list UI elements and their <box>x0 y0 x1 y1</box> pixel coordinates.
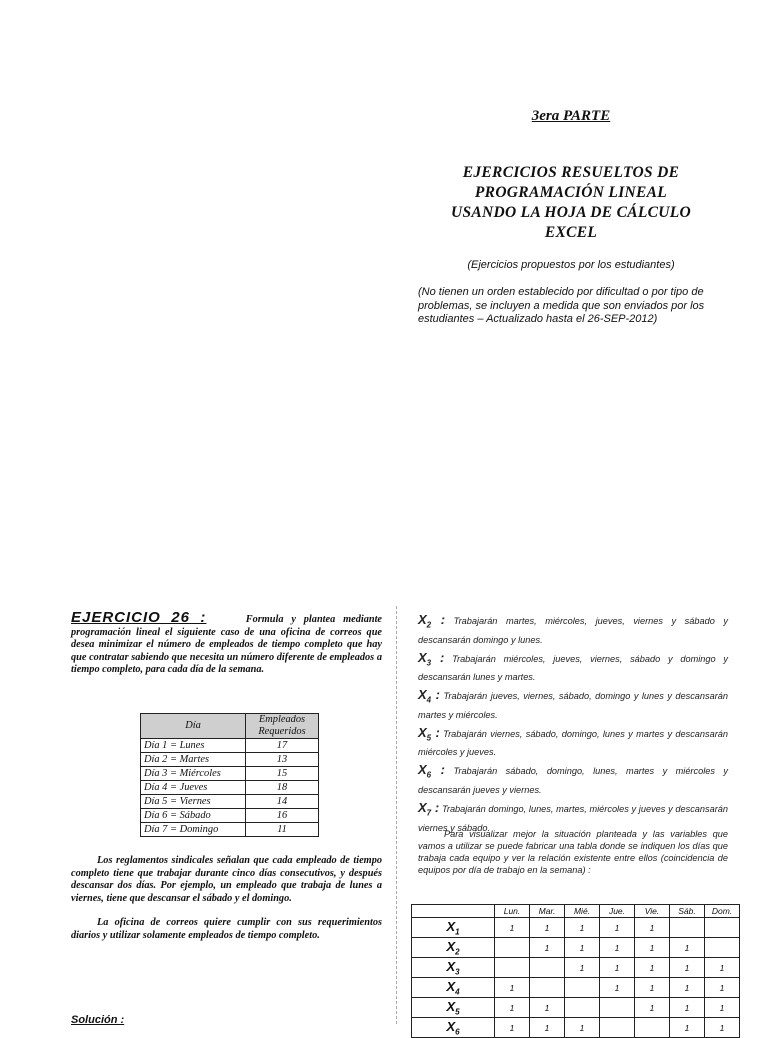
day-header: Mar. <box>530 905 565 918</box>
row-variable-label: $X_6$ <box>412 1018 495 1038</box>
schedule-cell <box>600 1018 635 1038</box>
day-header: Lun. <box>495 905 530 918</box>
day-cell: Día 3 = Miércoles <box>141 767 246 781</box>
schedule-cell: 1 <box>600 978 635 998</box>
part-title: 3era PARTE <box>531 108 611 124</box>
schedule-cell: 1 <box>635 958 670 978</box>
grid-corner <box>412 905 495 918</box>
table-row <box>141 795 319 809</box>
schedule-cell: 1 <box>600 918 635 938</box>
schedule-cell: 1 <box>495 998 530 1018</box>
table-row <box>141 739 319 753</box>
row-variable-label: $X_5$ <box>412 998 495 1018</box>
schedule-cell <box>635 1018 670 1038</box>
title-line: EXCEL <box>544 224 598 241</box>
variable-label: $X_3$ : <box>418 649 445 668</box>
day-header: Vie. <box>635 905 670 918</box>
required-column-header <box>246 714 319 739</box>
exercise-rules <box>71 855 382 943</box>
day-cell: Día 7 = Domingo <box>141 823 246 837</box>
exercise-intro-text: Formula y plantea mediante programación lineal el siguiente caso de una oficina de correos que desea minimizar el número de empleados de tiempo completo que hay que contratar sabiendo que necesita un número diferente de empleados a tiempo completo, para cada día de la semana. <box>71 614 383 676</box>
required-header-line: Empleados <box>258 714 306 725</box>
table-row <box>412 978 740 998</box>
variable-label: $X_5$ : <box>418 724 440 743</box>
schedule-cell: 1 <box>530 938 565 958</box>
exercise-intro <box>71 609 383 677</box>
schedule-cell <box>495 958 530 978</box>
variable-description: Trabajarán miércoles, jueves, viernes, sábado y domingo y descansarán lunes y martes. <box>418 653 728 683</box>
schedule-cell: 1 <box>565 958 600 978</box>
schedule-cell: 1 <box>670 938 705 958</box>
variable-label: $X_2$ : <box>418 612 446 630</box>
list-item <box>418 650 728 686</box>
schedule-cell: 1 <box>600 958 635 978</box>
value-cell: 16 <box>246 809 319 823</box>
table-row <box>141 809 319 823</box>
union-rules-paragraph: Los reglamentos sindicales señalan que cada empleado de tiempo completo tiene que trabajar durante cinco días consecutivos, y después descansar dos días. Por ejemplo, un empleado que trabaja de lunes a viernes, tiene que descansar el sábado y el domingo. <box>71 855 382 904</box>
day-cell: Día 2 = Martes <box>141 753 246 767</box>
schedule-cell: 1 <box>530 918 565 938</box>
schedule-cell: 1 <box>670 998 705 1018</box>
variable-label: $X_7$ : <box>418 799 440 818</box>
schedule-cell <box>530 958 565 978</box>
document-title <box>418 163 724 243</box>
variable-label: $X_6$ : <box>418 762 445 780</box>
update-note: (No tienen un orden establecido por dificultad o por tipo de problemas, se incluyen a medida que son enviados por los estudiantes – Actualizado hasta el 26-SEP-2012) <box>418 286 705 325</box>
day-header: Dom. <box>705 905 740 918</box>
visualization-text: Para visualizar mejor la situación planteada y las variables que vamos a utilizar se puede fabricar una tabla donde se indiquen los días que trabaja cada equipo y ver la relación existente entre ellos (coincidencia de equipos por día de trabajo en la semana) : <box>418 829 728 875</box>
title-line: PROGRAMACIÓN LINEAL <box>474 184 668 201</box>
schedule-cell: 1 <box>530 998 565 1018</box>
schedule-cell: 1 <box>705 958 740 978</box>
schedule-cell <box>565 998 600 1018</box>
day-header: Sáb. <box>670 905 705 918</box>
schedule-cell <box>670 918 705 938</box>
schedule-cell: 1 <box>705 978 740 998</box>
required-header-line: Requeridos <box>258 726 306 737</box>
day-cell: Día 6 = Sábado <box>141 809 246 823</box>
schedule-cell: 1 <box>705 998 740 1018</box>
schedule-grid <box>411 904 740 1038</box>
schedule-cell <box>495 938 530 958</box>
day-cell: Día 1 = Lunes <box>141 739 246 753</box>
schedule-cell: 1 <box>670 978 705 998</box>
value-cell: 15 <box>246 767 319 781</box>
column-divider <box>396 606 397 1024</box>
proposed-subtitle: (Ejercicios propuestos por los estudiantes) <box>467 259 675 271</box>
requirements-table <box>140 713 319 837</box>
schedule-cell <box>565 978 600 998</box>
row-variable-label: $X_3$ <box>412 958 495 978</box>
requirements-header-row <box>141 714 319 739</box>
list-item <box>418 725 728 761</box>
schedule-cell: 1 <box>495 1018 530 1038</box>
day-cell: Día 5 = Viernes <box>141 795 246 809</box>
variable-description: Trabajarán sábado, domingo, lunes, martes y miércoles y descansarán jueves y viernes. <box>418 766 728 795</box>
table-row <box>412 958 740 978</box>
visualization-paragraph <box>418 828 728 876</box>
value-cell: 13 <box>246 753 319 767</box>
day-header: Jue. <box>600 905 635 918</box>
variable-description: Trabajarán jueves, viernes, sábado, domingo y lunes y descansarán martes y miércoles. <box>418 691 728 720</box>
day-column-header: Día <box>141 714 246 739</box>
schedule-cell <box>705 918 740 938</box>
table-row <box>412 998 740 1018</box>
list-item <box>418 687 728 723</box>
schedule-cell: 1 <box>565 918 600 938</box>
list-item <box>418 762 728 798</box>
schedule-cell: 1 <box>565 1018 600 1038</box>
variable-description: Trabajarán martes, miércoles, jueves, viernes y sábado y descansarán domingo y lunes. <box>418 616 728 645</box>
schedule-cell: 1 <box>600 938 635 958</box>
list-item <box>418 612 728 648</box>
table-row <box>141 823 319 837</box>
table-row <box>141 753 319 767</box>
solution-label: Solución : <box>71 1014 125 1026</box>
row-variable-label: $X_4$ <box>412 978 495 998</box>
schedule-cell: 1 <box>670 958 705 978</box>
value-cell: 18 <box>246 781 319 795</box>
value-cell: 17 <box>246 739 319 753</box>
schedule-cell <box>705 938 740 958</box>
exercise-left-column <box>71 609 383 677</box>
schedule-cell: 1 <box>530 1018 565 1038</box>
row-variable-label: $X_1$ <box>412 918 495 938</box>
schedule-header-row <box>412 905 740 918</box>
schedule-cell: 1 <box>635 938 670 958</box>
table-row <box>141 767 319 781</box>
exercise-heading: EJERCICIO 26 : <box>71 609 207 626</box>
variable-label: $X_4$ : <box>418 687 440 705</box>
table-row <box>412 1018 740 1038</box>
title-line: EJERCICIOS RESUELTOS DE <box>462 164 680 181</box>
schedule-cell: 1 <box>495 978 530 998</box>
schedule-cell <box>600 998 635 1018</box>
schedule-cell: 1 <box>495 918 530 938</box>
schedule-cell <box>530 978 565 998</box>
schedule-cell: 1 <box>705 1018 740 1038</box>
value-cell: 11 <box>246 823 319 837</box>
schedule-cell: 1 <box>635 998 670 1018</box>
variable-description: Trabajarán domingo, lunes, martes, miércoles y jueves y descansarán viernes y sábado. <box>418 803 728 833</box>
schedule-cell: 1 <box>635 978 670 998</box>
variable-description: Trabajarán viernes, sábado, domingo, lunes y martes y descansarán miércoles y jueves. <box>418 728 728 758</box>
schedule-cell: 1 <box>635 918 670 938</box>
requirements-paragraph: La oficina de correos quiere cumplir con sus requerimientos diarios y utilizar solamente empleados de tiempo completo. <box>71 917 382 941</box>
title-line: USANDO LA HOJA DE CÁLCULO <box>450 204 692 221</box>
schedule-grid-body <box>412 918 740 1038</box>
day-cell: Día 4 = Jueves <box>141 781 246 795</box>
table-row <box>412 938 740 958</box>
schedule-cell: 1 <box>670 1018 705 1038</box>
day-header: Mié. <box>565 905 600 918</box>
value-cell: 14 <box>246 795 319 809</box>
variables-list <box>418 612 728 838</box>
schedule-cell: 1 <box>565 938 600 958</box>
row-variable-label: $X_2$ <box>412 938 495 958</box>
table-row <box>412 918 740 938</box>
table-row <box>141 781 319 795</box>
